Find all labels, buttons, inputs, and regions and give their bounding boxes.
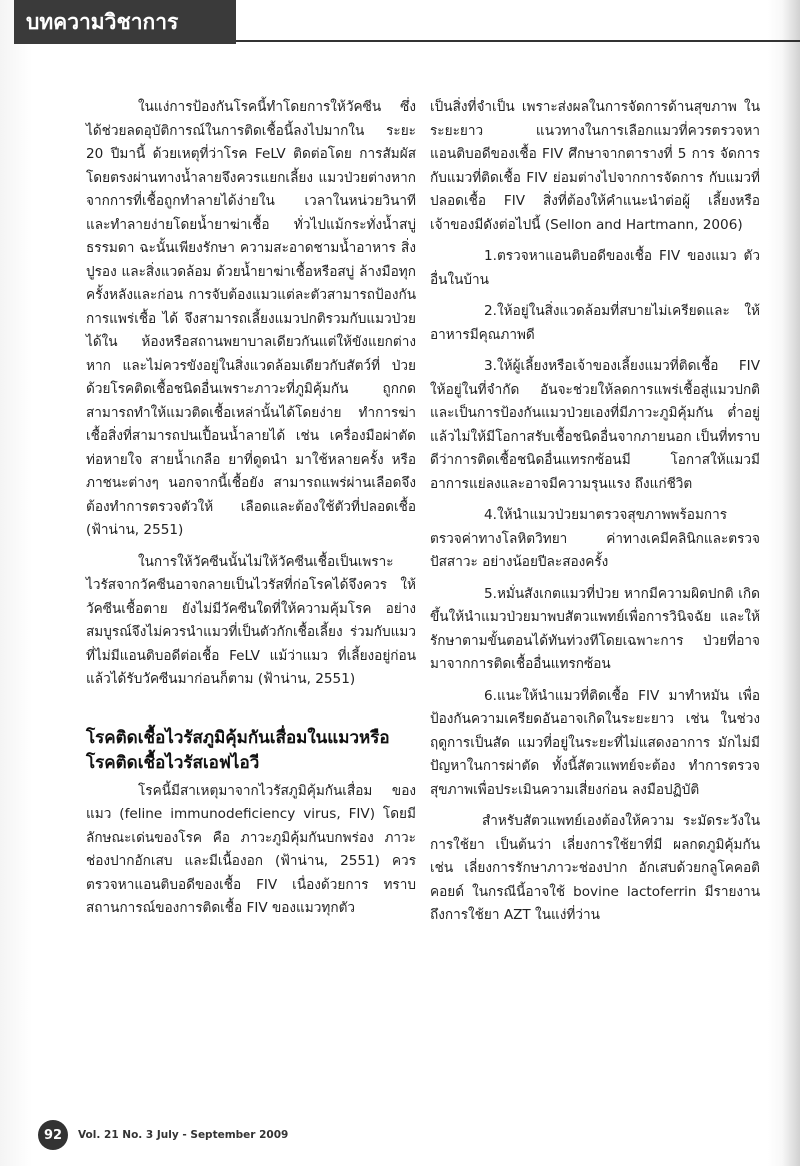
- list-item-5: 5.หมั่นสังเกตแมวที่ป่วย หากมีความผิดปกติ เกิดขึ้นให้นำแมวป่วยมาพบสัตวแพทย์เพื่อการวินิจฉัย และให้รักษาตามขั้นตอนได้ทันท่วงทีโดยเฉพาะการ ป่วยที่อาจมาจากการติดเชื้ออื่นแทรกซ้อน: [430, 585, 760, 672]
- list-item-2: 2.ให้อยู่ในสิ่งแวดล้อมที่สบายไม่เครียดและ ให้อาหารมีคุณภาพดี: [430, 303, 760, 343]
- body-paragraph-3: โรคนี้มีสาเหตุมาจากไวรัสภูมิคุ้มกันเสื่อม ของแมว (feline immunodeficiency virus, FIV) โดยมีลักษณะเด่นของโรค คือ ภาวะภูมิคุ้มกันบกพร่อง ภาวะช่องปากอักเสบ และมีเนื้องอก (ฟ้าน่าน, 2551) ควรตรวจหาแอนติบอดีของเชื้อ FIV เนื่องด้วยการ ทราบสถานการณ์ของการติดเชื้อ FIV ของแมวทุกตัว: [86, 782, 416, 916]
- section-heading: โรคติดเชื้อไวรัสภูมิคุ้มกันเสื่อมในแมวหรือ โรคติดเชื้อไวรัสเอฟไอวี: [86, 727, 390, 773]
- section-header: บทความวิชาการ: [14, 0, 236, 44]
- body-paragraph-1: ในแง่การป้องกันโรคนี้ทำโดยการให้วัคซีน ซึ่งได้ช่วยลดอุบัติการณ์ในการติดเชื้อนี้ลงไปมากใน ระยะ 20 ปีมานี้ ด้วยเหตุที่ว่าโรค FeLV ติดต่อโดย การสัมผัสโดยตรงผ่านทางน้ำลายจึงควรแยกเลี้ยง แมวป่วยต่างหาก จากการที่เชื้อถูกทำลายได้ง่ายใน เวลาในหน่วยวินาที และทำลายง่ายโดยน้ำยาฆ่าเชื้อ ทั่วไปแม้กระทั่งน้ำสบู่ธรรมดา ฉะนั้นเพียงรักษา ความสะอาดชามน้ำอาหาร สิ่งปูรอง และสิ่งแวดล้อม ด้วยน้ำยาฆ่าเชื้อหรือสบู่ ล้างมือทุกครั้งหลังและก่อน การจับต้องแมวแต่ละตัวสามารถป้องกันการแพร่เชื้อ ได้ จึงสามารถเลี้ยงแมวปกติรวมกับแมวป่วยได้ใน ห้องหรือสถานพยาบาลเดียวกันแต่ให้ขังแยกต่าง หาก และไม่ควรขังอยู่ในสิ่งแวดล้อมเดียวกับสัตว์ที่ ป่วยด้วยโรคติดเชื้อชนิดอื่นเพราะภาวะที่ภูมิคุ้มกัน ถูกกดสามารถทำให้แมวติดเชื้อเหล่านั้นได้โดยง่าย ทำการฆ่าเชื้อสิ่งที่สามารถปนเปื้อนน้ำลายได้ เช่น เครื่องมือผ่าตัด ท่อหายใจ สายน้ำเกลือ ยาที่ดูดนำ มาใช้หลายครั้ง หรือภาชนะต่างๆ นอกจากนี้เชื้อยัง สามารถแพร่ผ่านเลือดจึงต้องทำการตรวจตัวให้ เลือดและต้องใช้ตัวที่ปลอดเชื้อ (ฟ้าน่าน, 2551): [86, 99, 416, 538]
- header-rule: [236, 40, 800, 42]
- page-footer: [38, 1120, 288, 1150]
- list-item-4: 4.ให้นำแมวป่วยมาตรวจสุขภาพพร้อมการ ตรวจค่าทางโลหิตวิทยา ค่าทางเคมีคลินิกและตรวจ ปัสสาวะ อย่างน้อยปีละสองครั้ง: [430, 507, 760, 570]
- body-paragraph-closing: สำหรับสัตวแพทย์เองต้องให้ความ ระมัดระวังในการใช้ยา เป็นต้นว่า เลี่ยงการใช้ยาที่มี ผลกดภูมิคุ้มกัน เช่น เลี่ยงการรักษาภาวะช่องปาก อักเสบด้วยกลูโคคอติคอยด์ ในกรณีนี้อาจใช้ bovine lactoferrin มีรายงานถึงการใช้ยา AZT ในแง่ที่ว่าน: [430, 813, 760, 923]
- issue-info: Vol. 21 No. 3 July - September 2009: [78, 1129, 289, 1141]
- list-item-6: 6.แนะให้นำแมวที่ติดเชื้อ FIV มาทำหมัน เพื่อป้องกันความเครียดอันอาจเกิดในระยะยาว เช่น ในช่วงฤดูการเป็นสัด แมวที่อยู่ในระยะที่ไม่แสดงอาการ มักไม่มีปัญหาในการผ่าตัด ทั้งนี้สัตวแพทย์จะต้อง ทำการตรวจสุขภาพเพื่อประเมินความเสี่ยงก่อน ลงมือปฏิบัติ: [430, 687, 760, 798]
- left-column: [86, 96, 416, 929]
- body-paragraph-2: ในการให้วัคซีนนั้นไม่ให้วัคซีนเชื้อเป็นเพราะ ไวรัสจากวัคซีนอาจกลายเป็นไวรัสที่ก่อโรคได้จึงควร ให้วัคซีนเชื้อตาย ยังไม่มีวัคซีนใดที่ให้ความคุ้มโรค อย่างสมบูรณ์จึงไม่ควรนำแมวที่เป็นตัวกักเชื้อเลี้ยง ร่วมกับแมวที่ไม่มีแอนติบอดีต่อเชื้อ FeLV แม้ว่าแมว ที่เลี้ยงอยู่ก่อนแล้วได้รับวัคซีนมาก่อนก็ตาม (ฟ้าน่าน, 2551): [86, 553, 416, 687]
- page-number-badge: 92: [38, 1120, 68, 1150]
- list-item-3: 3.ให้ผู้เลี้ยงหรือเจ้าของเลี้ยงแมวที่ติดเชื้อ FIV ให้อยู่ในที่จำกัด อันจะช่วยให้ลดการแพร่เชื้อสู่แมวปกติ และเป็นการป้องกันแมวป่วยเองที่มีภาวะภูมิคุ้มกัน ต่ำอยู่แล้วไม่ให้มีโอกาสรับเชื้อชนิดอื่นจากภายนอก เป็นที่ทราบดีว่าการติดเชื้อชนิดอื่นแทรกซ้อนมี โอกาสให้แมวมีอาการแย่ลงและอาจมีความรุนแรง ถึงแก่ชีวิต: [430, 358, 760, 492]
- body-paragraph-intro: เป็นสิ่งที่จำเป็น เพราะส่งผลในการจัดการด้านสุขภาพ ในระยะยาว แนวทางในการเลือกแมวที่ควรตรวจหา แอนติบอดีของเชื้อ FIV ศึกษาจากตารางที่ 5 การ จัดการกับแมวที่ติดเชื้อ FIV ย่อมต่างไปจากการจัดการ กับแมวที่ปลอดเชื้อ FIV สิ่งที่ต้องให้คำแนะนำต่อผู้ เลี้ยงหรือเจ้าของมีดังต่อไปนี้ (Sellon and Hartmann, 2006): [430, 99, 760, 233]
- page-edge-shadow: [782, 0, 800, 1166]
- right-column: [430, 96, 760, 936]
- list-item-1: 1.ตรวจหาแอนติบอดีของเชื้อ FIV ของแมว ตัวอื่นในบ้าน: [430, 248, 760, 288]
